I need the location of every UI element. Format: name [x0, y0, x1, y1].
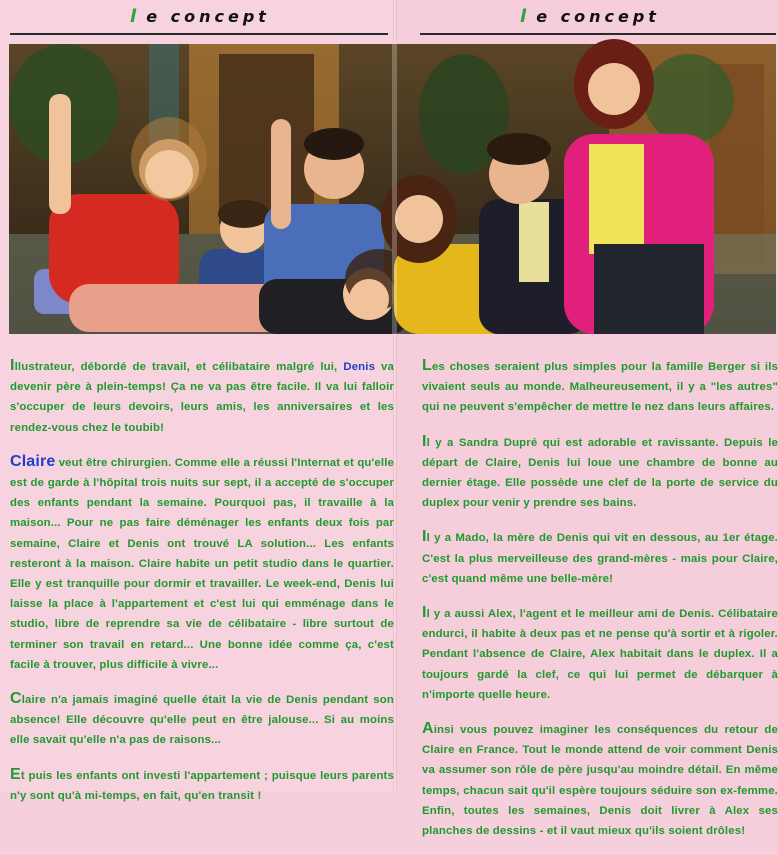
right-paragraph-3 — [422, 527, 778, 589]
cast-photo-illustration — [9, 44, 776, 334]
right-paragraph-5 — [422, 719, 778, 841]
dropcap: L — [422, 357, 432, 374]
right-text-column — [422, 356, 778, 855]
right-paragraph-1 — [422, 356, 778, 418]
dropcap: I — [422, 604, 427, 622]
dropcap: I — [10, 357, 15, 374]
left-paragraph-3 — [10, 689, 394, 751]
dropcap: A — [422, 720, 434, 738]
right-header-initial: l — [520, 6, 531, 27]
paragraph-text: laire n'a jamais imaginé quelle était la vie de Denis pendant son absence! Elle découvre qu'elle peut en être jalouse... Si au moins elle savait qu'elle n'a pas de raisons... — [10, 694, 394, 747]
left-paragraph-1 — [10, 356, 394, 438]
paragraph-text: es choses seraient plus simples pour la famille Berger si ils vivaient seuls au monde. Malheureusement, il y a "les autres" qui ne peuvent s'empêcher de mettre le nez dans leurs affaires. — [422, 361, 778, 414]
right-header-text: e concept — [536, 7, 660, 26]
paragraph-text: va devenir père à plein-temps! Ça ne va pas être facile. Il va lui falloir s'occuper de leurs devoirs, leurs amis, les anniversaires et les rendez-vous chez le toubib! — [10, 361, 394, 434]
character-name-claire: Claire — [10, 452, 56, 470]
left-header — [10, 6, 390, 32]
left-paragraph-2 — [10, 452, 394, 675]
paragraph-text: l y a Sandra Dupré qui est adorable et ravissante. Depuis le départ de Claire, Denis lui loue une chambre de bonne au dernier étage. Elle possède une clef de la porte de service du duplex pour venir y prendre ses bains. — [422, 436, 778, 510]
character-name-denis: Denis — [343, 361, 376, 373]
left-header-initial: l — [130, 6, 141, 27]
cast-photo — [9, 44, 776, 334]
left-text-column — [10, 356, 394, 820]
paragraph-text: t puis les enfants ont investi l'appartement ; puisque leurs parents n'y sont qu'à mi-temps, en fait, qu'en transit ! — [10, 769, 394, 802]
paragraph-text: l y a aussi Alex, l'agent et le meilleur ami de Denis. Célibataire endurci, il habite à deux pas et ne pense qu'à sortir et à rigoler. Pendant l'absence de Claire, Alex habitait dans le duplex. Il a toujours gardé la clef, ce qui lui permet de débarquer à n'importe quelle heure. — [422, 608, 778, 701]
paragraph-text: insi vous pouvez imaginer les conséquences du retour de Claire en France. Tout le monde attend de voir comment Denis va assumer son rôle de père jusqu'au moindre détail. En même temps, chacun sait qu'il espère toujours séduire son ex-femme. Enfin, toutes les semaines, Denis doit livrer à Alex ses planches de dessins - et il vaut mieux qu'ils soient drôles! — [422, 724, 778, 838]
right-paragraph-4 — [422, 603, 778, 705]
left-header-text: e concept — [146, 7, 270, 26]
dropcap: E — [10, 765, 21, 783]
paragraph-text: l y a Mado, la mère de Denis qui vit en dessous, au 1er étage. C'est la plus merveilleuse des grand-mères - mais pour Claire, c'est quand même une belle-mère! — [422, 532, 778, 585]
paragraph-text: veut être chirurgien. Comme elle a réussi l'Internat et qu'elle est de garde à l'hôpital trois nuits sur sept, il a accepté de s'occuper des enfants pendant la semaine. Pourquoi pas, il travaille à la maison... Pour ne pas faire déménager les enfants deux fois par semaine, Claire et Denis ont trouvé LA solution... Les enfants resteront à la maison. Claire habite un petit studio dans le quartier. Elle y est tranquille pour dormir et travailler. Le week-end, Denis lui laisse la place à l'appartement et c'est lui qui emménage dans le studio, libre de reprendre sa vie de célibataire - libre surtout de terminer son travail en retard... Une bonne idée comme ça, c'est facile à trouver, plus difficile à vivre... — [10, 456, 394, 671]
dropcap: I — [422, 432, 427, 450]
dropcap: I — [422, 528, 427, 546]
right-header-rule — [420, 33, 776, 35]
right-paragraph-2 — [422, 432, 778, 514]
left-header-rule — [10, 33, 388, 35]
right-header — [405, 6, 775, 32]
left-paragraph-4 — [10, 765, 394, 806]
paragraph-text: llustrateur, débordé de travail, et célibataire malgré lui, — [14, 361, 344, 373]
dropcap: C — [10, 690, 22, 708]
